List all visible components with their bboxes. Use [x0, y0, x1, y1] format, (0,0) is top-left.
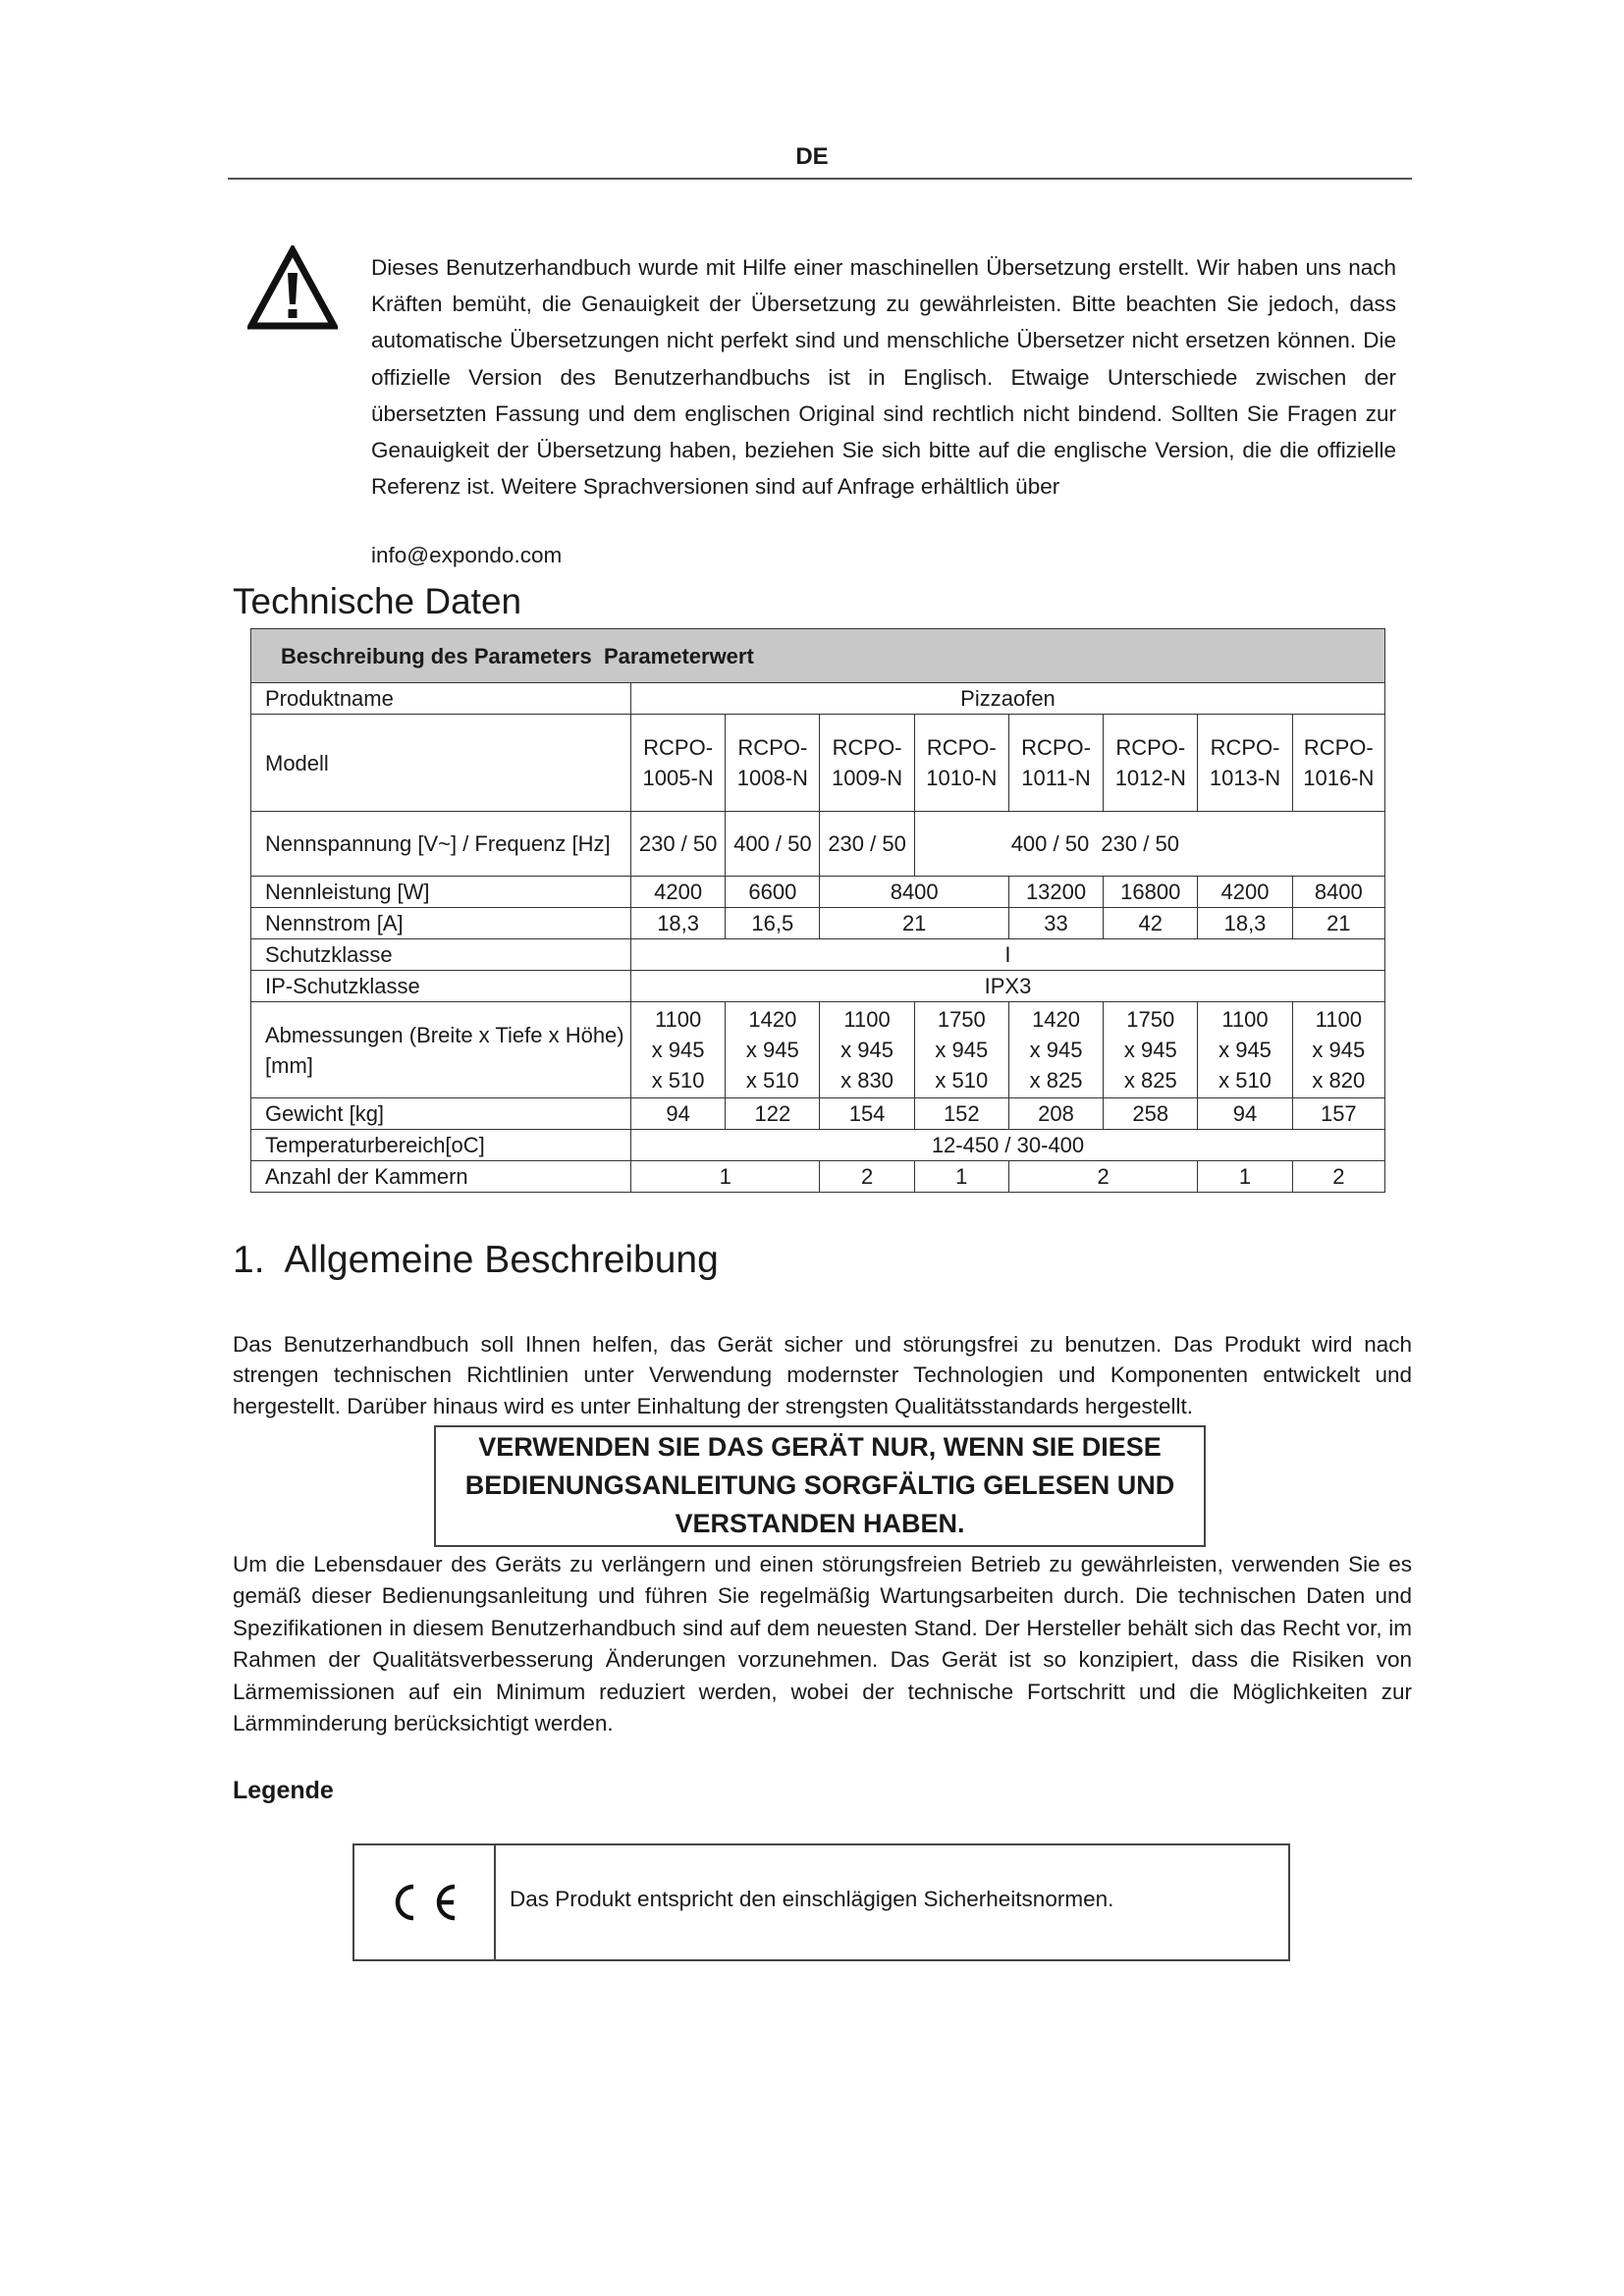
current-cell: 42: [1104, 908, 1198, 939]
weight-cell: 157: [1292, 1098, 1384, 1130]
table-row: [251, 1098, 1385, 1130]
table-header-row: [251, 629, 1385, 683]
power-cell: 4200: [1198, 877, 1292, 908]
row-label: Abmessungen (Breite x Tiefe x Höhe) [mm]: [251, 1002, 631, 1098]
row-label: Nennleistung [W]: [251, 877, 631, 908]
chambers-cell: 2: [1008, 1161, 1197, 1193]
section-title-text: Allgemeine Beschreibung: [284, 1239, 719, 1281]
section-title-technical-data: Technische Daten: [233, 581, 522, 621]
model-cell: RCPO-1008-N: [726, 715, 820, 812]
section-number: 1.: [233, 1239, 265, 1281]
current-cell: 21: [820, 908, 1008, 939]
model-cell: RCPO-1010-N: [914, 715, 1008, 812]
legend-icon-cell: [354, 1845, 496, 1959]
language-code: DE: [795, 143, 829, 170]
table-row: [251, 908, 1385, 939]
ce-description: Das Produkt entspricht den einschlägigen Sicherheitsnormen.: [510, 1887, 1114, 1911]
table-row: [251, 939, 1385, 971]
product-name: Pizzaofen: [630, 683, 1384, 715]
chambers-cell: 1: [630, 1161, 819, 1193]
header-rule: [228, 178, 1412, 180]
dimension-cell: 1420 x 945 x 825: [1008, 1002, 1103, 1098]
weight-cell: 94: [630, 1098, 725, 1130]
chambers-cell: 2: [1292, 1161, 1384, 1193]
row-label: Produktname: [251, 683, 631, 715]
chambers-cell: 1: [1198, 1161, 1292, 1193]
table-row: [251, 715, 1385, 812]
voltage-cell: 400 / 50 230 / 50: [914, 812, 1384, 877]
row-label: Schutzklasse: [251, 939, 631, 971]
power-cell: 4200: [630, 877, 725, 908]
weight-cell: 94: [1198, 1098, 1292, 1130]
row-label: Nennspannung [V~] / Frequenz [Hz]: [251, 812, 631, 877]
chambers-cell: 2: [820, 1161, 914, 1193]
section-title-general: [233, 1239, 719, 1282]
header-param: Beschreibung des Parameters: [281, 643, 592, 668]
warning-icon: [247, 245, 338, 330]
model-cell: RCPO-1016-N: [1292, 715, 1384, 812]
weight-cell: 208: [1008, 1098, 1103, 1130]
voltage-cell: 400 / 50: [726, 812, 820, 877]
model-cell: RCPO-1013-N: [1198, 715, 1292, 812]
model-cell: RCPO-1012-N: [1104, 715, 1198, 812]
table-row: [251, 971, 1385, 1002]
row-label: IP-Schutzklasse: [251, 971, 631, 1002]
warning-notice-box: VERWENDEN SIE DAS GERÄT NUR, WENN SIE DIESE BEDIENUNGSANLEITUNG SORGFÄLTIG GELESEN UND VERSTANDEN HABEN.: [434, 1425, 1206, 1547]
weight-cell: 154: [820, 1098, 914, 1130]
dimension-cell: 1750 x 945 x 510: [914, 1002, 1008, 1098]
table-row: [251, 812, 1385, 877]
table-row: [251, 1130, 1385, 1161]
row-label: Temperaturbereich[oC]: [251, 1130, 631, 1161]
row-label: Anzahl der Kammern: [251, 1161, 631, 1193]
power-cell: 13200: [1008, 877, 1103, 908]
voltage-cell: 230 / 50: [820, 812, 914, 877]
table-row: [251, 683, 1385, 715]
dimension-cell: 1100 x 945 x 510: [1198, 1002, 1292, 1098]
weight-cell: 122: [726, 1098, 820, 1130]
dimension-cell: 1750 x 945 x 825: [1104, 1002, 1198, 1098]
voltage-cell: 230 / 50: [630, 812, 725, 877]
current-cell: 33: [1008, 908, 1103, 939]
power-cell: 8400: [820, 877, 1008, 908]
legend-title: Legende: [233, 1777, 334, 1804]
protection-class-value: I: [630, 939, 1384, 971]
intro-paragraph: Das Benutzerhandbuch soll Ihnen helfen, das Gerät sicher und störungsfrei zu benutzen. Das Produkt wird nach strengen technischen Richtlinien unter Verwendung modernster Technologien und Komponenten entwickelt und hergestellt. Darüber hinaus wird es unter Einhaltung der strengsten Qualitätsstandards hergestellt.: [233, 1332, 1412, 1418]
disclaimer-text: Dieses Benutzerhandbuch wurde mit Hilfe einer maschinellen Übersetzung erstellt. Wir haben uns nach Kräften bemüht, die Genauigkeit der Übersetzung zu gewährleisten. Bitte beachten Sie jedoch, dass automatische Übersetzungen nicht perfekt sind und menschliche Übersetzer nicht ersetzen können. Die offizielle Version des Benutzerhandbuchs ist in Englisch. Etwaige Unterschiede zwischen der übersetzten Fassung und dem englischen Original sind rechtlich nicht bindend. Sollten Sie Fragen zur Genauigkeit der Übersetzung haben, beziehen Sie sich bitte auf die englische Version, die die offizielle Referenz ist. Weitere Sprachversionen sind auf Anfrage erhältlich über: [371, 255, 1396, 500]
spec-table: [250, 628, 1385, 1193]
table-row: [251, 877, 1385, 908]
dimension-cell: 1100 x 945 x 830: [820, 1002, 914, 1098]
temperature-value: 12-450 / 30-400: [630, 1130, 1384, 1161]
header-value: Parameterwert: [603, 643, 754, 668]
power-cell: 16800: [1104, 877, 1198, 908]
ce-mark-icon: [354, 1845, 494, 1959]
dimension-cell: 1420 x 945 x 510: [726, 1002, 820, 1098]
row-label: Modell: [251, 715, 631, 812]
chambers-cell: 1: [914, 1161, 1008, 1193]
legend-table: [352, 1843, 1290, 1961]
power-cell: 8400: [1292, 877, 1384, 908]
weight-cell: 152: [914, 1098, 1008, 1130]
dimension-cell: 1100 x 945 x 820: [1292, 1002, 1384, 1098]
ip-value: IPX3: [630, 971, 1384, 1002]
weight-cell: 258: [1104, 1098, 1198, 1130]
body-paragraph: Um die Lebensdauer des Geräts zu verlängern und einen störungsfreien Betrieb zu gewährleisten, verwenden Sie es gemäß dieser Bedienungsanleitung und führen Sie regelmäßig Wartungsarbeiten durch. Die technischen Daten und Spezifikationen in diesem Benutzerhandbuch sind auf dem neuesten Stand. Der Hersteller behält sich das Recht vor, im Rahmen der Qualitätsverbesserung Änderungen vorzunehmen. Das Gerät ist so konzipiert, dass die Risiken von Lärmemissionen auf ein Minimum reduziert werden, wobei der technische Fortschritt und die Möglichkeiten zur Lärmminderung berücksichtigt werden.: [233, 1552, 1412, 1736]
row-label: Nennstrom [A]: [251, 908, 631, 939]
current-cell: 21: [1292, 908, 1384, 939]
table-row: [251, 1002, 1385, 1098]
model-cell: RCPO-1009-N: [820, 715, 914, 812]
table-row: [251, 1161, 1385, 1193]
model-cell: RCPO-1011-N: [1008, 715, 1103, 812]
model-cell: RCPO-1005-N: [630, 715, 725, 812]
row-label: Gewicht [kg]: [251, 1098, 631, 1130]
contact-email: info@expondo.com: [371, 543, 563, 567]
current-cell: 16,5: [726, 908, 820, 939]
power-cell: 6600: [726, 877, 820, 908]
current-cell: 18,3: [1198, 908, 1292, 939]
current-cell: 18,3: [630, 908, 725, 939]
dimension-cell: 1100 x 945 x 510: [630, 1002, 725, 1098]
